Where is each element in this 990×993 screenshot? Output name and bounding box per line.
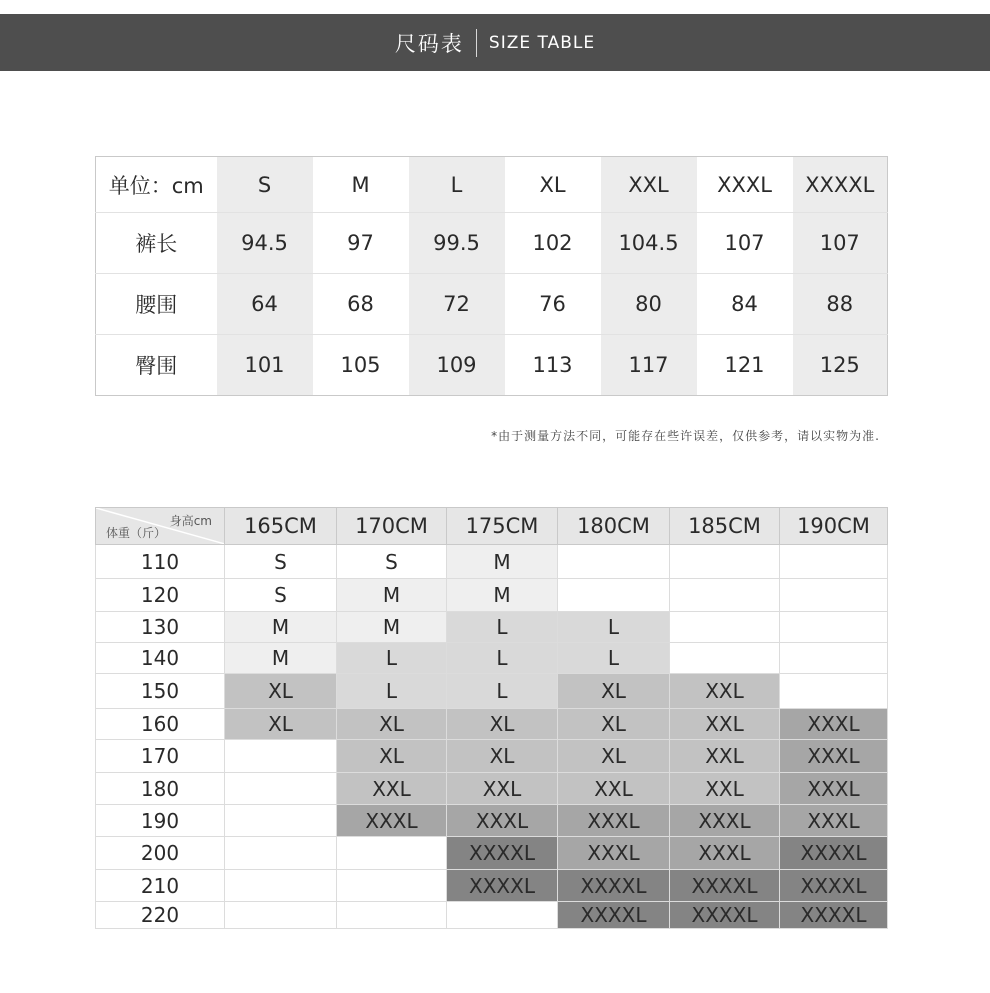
size-recommendation-cell: XL: [447, 740, 558, 773]
size-recommendation-cell: [337, 870, 447, 902]
weight-label: 190: [96, 805, 225, 837]
unit-label: 单位：cm: [108, 173, 204, 198]
size-row-hip: [96, 335, 888, 396]
size-row-length: [96, 213, 888, 274]
size-recommendation-cell: M: [447, 579, 558, 612]
size-recommendation-cell: XXL: [337, 773, 447, 805]
size-recommendation-cell: XL: [558, 674, 670, 709]
size-cell: 109: [409, 335, 505, 396]
size-recommendation-cell: [447, 902, 558, 929]
size-recommendation-cell: [670, 612, 780, 643]
size-recommendation-cell: S: [337, 545, 447, 579]
size-recommendation-cell: [225, 805, 337, 837]
size-recommendation-cell: [337, 902, 447, 929]
weight-row: [96, 902, 888, 929]
weight-row: [96, 709, 888, 740]
size-header-row: [96, 157, 888, 213]
size-recommendation-cell: [225, 870, 337, 902]
size-recommendation-cell: XXXL: [780, 805, 888, 837]
weight-row: [96, 674, 888, 709]
weight-label: 210: [96, 870, 225, 902]
size-col-xl: XL: [539, 172, 566, 197]
size-recommendation-cell: L: [337, 643, 447, 674]
size-recommendation-cell: [780, 643, 888, 674]
size-recommendation-cell: [558, 579, 670, 612]
weight-row: [96, 643, 888, 674]
weight-row: [96, 740, 888, 773]
size-recommendation-cell: L: [337, 674, 447, 709]
size-recommendation-cell: M: [447, 545, 558, 579]
size-recommendation-cell: XXXL: [780, 709, 888, 740]
weight-label: 130: [96, 612, 225, 643]
size-recommendation-cell: L: [558, 612, 670, 643]
size-recommendation-cell: M: [337, 579, 447, 612]
size-recommendation-cell: [780, 579, 888, 612]
size-recommendation-cell: XXL: [670, 674, 780, 709]
height-col: 190CM: [780, 508, 888, 545]
weight-row: [96, 870, 888, 902]
size-recommendation-cell: M: [225, 612, 337, 643]
size-recommendation-cell: XXL: [558, 773, 670, 805]
size-recommendation-cell: [780, 612, 888, 643]
weight-row: [96, 805, 888, 837]
size-recommendation-cell: XL: [225, 709, 337, 740]
size-col-l: L: [409, 157, 505, 213]
size-cell: 113: [505, 335, 601, 396]
size-cell: 107: [697, 213, 793, 274]
row-label: 腰围: [96, 274, 217, 335]
size-recommendation-cell: XXXXL: [447, 837, 558, 870]
height-header-row: [96, 508, 888, 545]
size-recommendation-cell: XXXXL: [670, 902, 780, 929]
size-recommendation-cell: [225, 773, 337, 805]
size-recommendation-cell: XXXL: [558, 837, 670, 870]
size-recommendation-cell: XXXL: [337, 805, 447, 837]
size-recommendation-cell: XXXXL: [780, 902, 888, 929]
weight-row: [96, 612, 888, 643]
size-recommendation-cell: L: [447, 674, 558, 709]
size-recommendation-cell: [225, 740, 337, 773]
row-label: 臀围: [96, 335, 217, 396]
size-recommendation-cell: XXXL: [670, 805, 780, 837]
size-cell: 99.5: [409, 213, 505, 274]
size-recommendation-cell: M: [225, 643, 337, 674]
size-cell: 88: [793, 274, 888, 335]
height-col: 175CM: [447, 508, 558, 545]
size-recommendation-cell: XXL: [447, 773, 558, 805]
size-recommendation-cell: XXXL: [447, 805, 558, 837]
size-recommendation-cell: [558, 545, 670, 579]
size-cell: 121: [697, 335, 793, 396]
size-table: [95, 156, 888, 396]
size-col-xxl: XXL: [601, 157, 697, 213]
size-recommendation-cell: XL: [558, 740, 670, 773]
size-recommendation-cell: [780, 545, 888, 579]
size-recommendation-table: [95, 507, 888, 929]
size-col-xxxxl: XXXXL: [793, 157, 888, 213]
height-col: 185CM: [670, 508, 780, 545]
size-recommendation-cell: XL: [337, 740, 447, 773]
size-recommendation-cell: M: [337, 612, 447, 643]
weight-label: 110: [96, 545, 225, 579]
size-recommendation-cell: XL: [337, 709, 447, 740]
size-recommendation-cell: XXXL: [670, 837, 780, 870]
size-col-xxxl: XXXL: [717, 172, 772, 197]
size-recommendation-cell: XXXL: [780, 773, 888, 805]
height-axis-label: 身高cm: [169, 514, 212, 528]
weight-label: 150: [96, 674, 225, 709]
size-cell: 117: [601, 335, 697, 396]
weight-axis-label: 体重（斤）: [106, 526, 167, 540]
size-recommendation-cell: S: [225, 579, 337, 612]
size-recommendation-cell: [670, 545, 780, 579]
size-recommendation-cell: L: [447, 612, 558, 643]
size-cell: 101: [217, 335, 313, 396]
size-recommendation-cell: L: [558, 643, 670, 674]
weight-label: 140: [96, 643, 225, 674]
size-recommendation-cell: XXL: [670, 709, 780, 740]
size-recommendation-cell: XXXL: [558, 805, 670, 837]
measurement-note: *由于测量方法不同，可能存在些许误差，仅供参考，请以实物为准.: [491, 429, 880, 443]
size-cell: 97: [313, 213, 409, 274]
size-recommendation-cell: XXXXL: [447, 870, 558, 902]
corner-cell: [96, 508, 225, 545]
size-cell: 107: [793, 213, 888, 274]
weight-label: 170: [96, 740, 225, 773]
height-col: 165CM: [225, 508, 337, 545]
size-cell: 72: [409, 274, 505, 335]
weight-row: [96, 773, 888, 805]
size-recommendation-cell: XXXXL: [780, 870, 888, 902]
weight-label: 120: [96, 579, 225, 612]
size-recommendation-cell: S: [225, 545, 337, 579]
weight-row: [96, 579, 888, 612]
recommendation-body: [96, 545, 888, 929]
size-cell: 104.5: [601, 213, 697, 274]
weight-label: 160: [96, 709, 225, 740]
header-bar: [0, 14, 990, 71]
size-cell: 80: [601, 274, 697, 335]
size-recommendation-cell: XL: [447, 709, 558, 740]
size-recommendation-cell: XXL: [670, 773, 780, 805]
size-recommendation-cell: XXL: [670, 740, 780, 773]
size-recommendation-cell: XXXXL: [780, 837, 888, 870]
size-col-s: S: [217, 157, 313, 213]
size-recommendation-cell: XL: [225, 674, 337, 709]
size-cell: 64: [217, 274, 313, 335]
weight-row: [96, 545, 888, 579]
weight-label: 220: [96, 902, 225, 929]
header-title-zh: 尺码表: [394, 31, 464, 56]
size-recommendation-cell: [225, 902, 337, 929]
size-cell: 105: [313, 335, 409, 396]
size-recommendation-cell: [780, 674, 888, 709]
row-label: 裤长: [96, 213, 217, 274]
size-recommendation-cell: XXXL: [780, 740, 888, 773]
size-recommendation-cell: [225, 837, 337, 870]
weight-label: 200: [96, 837, 225, 870]
size-recommendation-cell: [337, 837, 447, 870]
size-cell: 102: [505, 213, 601, 274]
size-recommendation-cell: L: [447, 643, 558, 674]
size-recommendation-cell: [670, 579, 780, 612]
size-recommendation-cell: XXXXL: [558, 870, 670, 902]
height-col: 170CM: [337, 508, 447, 545]
size-cell: 94.5: [217, 213, 313, 274]
size-cell: 125: [793, 335, 888, 396]
size-row-waist: [96, 274, 888, 335]
weight-label: 180: [96, 773, 225, 805]
size-cell: 76: [505, 274, 601, 335]
size-recommendation-cell: [670, 643, 780, 674]
size-cell: 68: [313, 274, 409, 335]
size-recommendation-cell: XXXXL: [670, 870, 780, 902]
header-divider: [476, 29, 477, 57]
size-col-m: M: [351, 172, 370, 197]
size-recommendation-cell: XXXXL: [558, 902, 670, 929]
height-col: 180CM: [558, 508, 670, 545]
size-cell: 84: [697, 274, 793, 335]
size-recommendation-cell: XL: [558, 709, 670, 740]
weight-row: [96, 837, 888, 870]
header-title-en: SIZE TABLE: [488, 32, 596, 53]
